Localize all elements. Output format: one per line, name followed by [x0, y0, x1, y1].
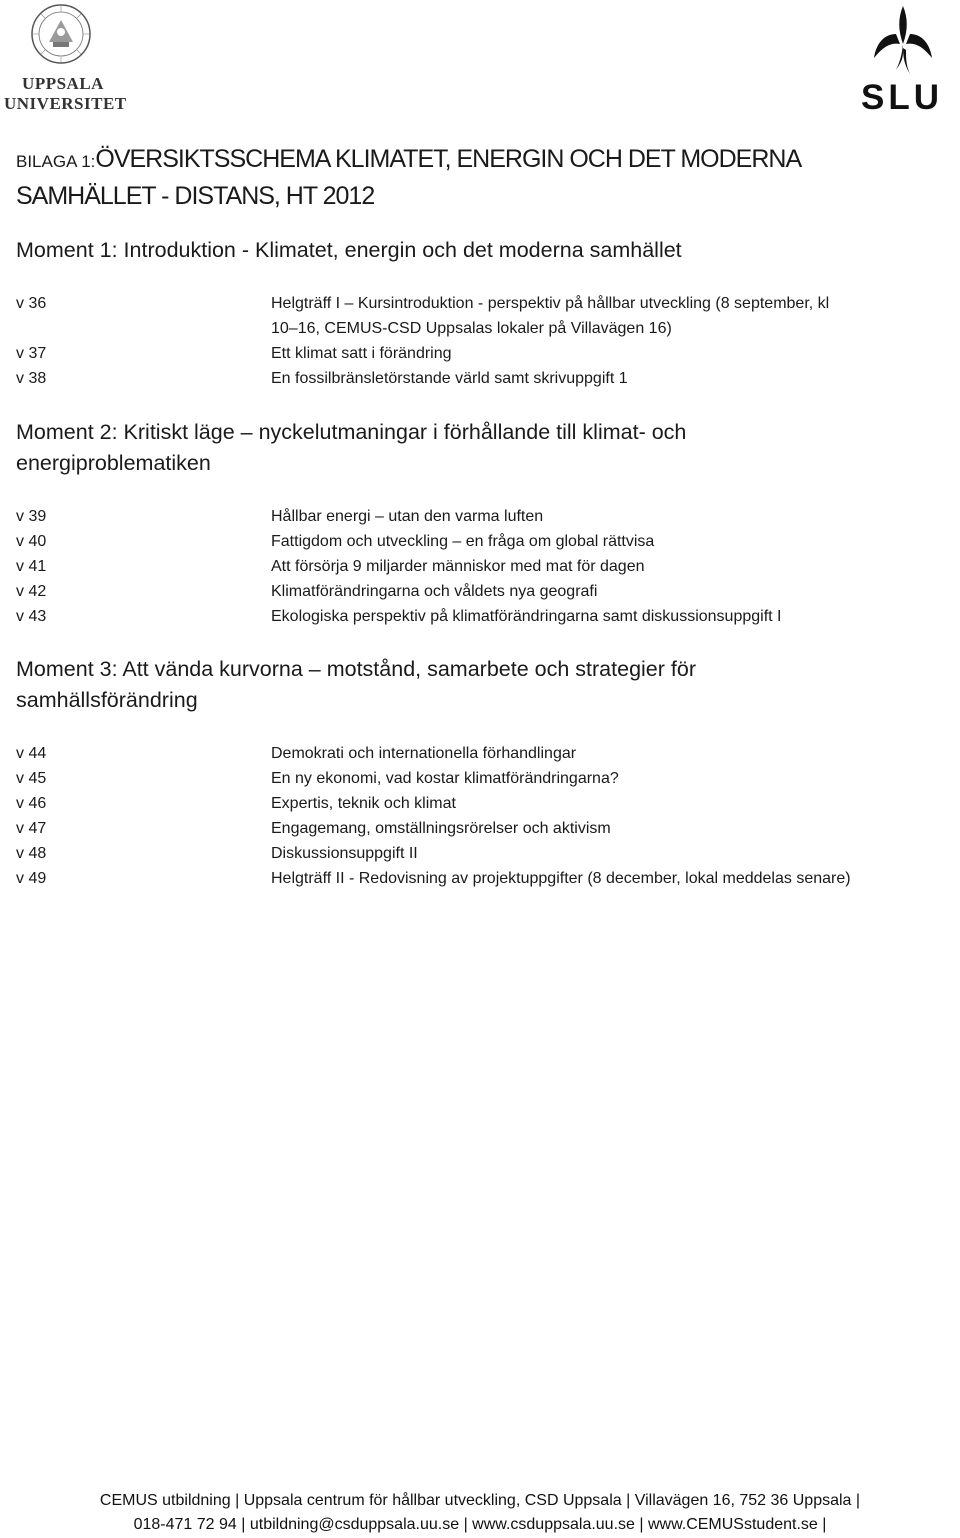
description-line: Helgträff I – Kursintroduktion - perspektiv på hållbar utveckling (8 september, kl — [271, 295, 830, 312]
heading-line: energiproblematiken — [16, 451, 211, 475]
page-title — [16, 142, 936, 213]
row-description: Att försörja 9 miljarder människor med mat för dagen — [271, 558, 645, 575]
slu-plant-icon — [872, 4, 934, 80]
week-label: v 40 — [16, 533, 47, 550]
week-label: v 38 — [16, 370, 47, 387]
uppsala-universitet-logo — [4, 4, 127, 116]
row-description: Ekologiska perspektiv på klimatförändringarna samt diskussionsuppgift I — [271, 608, 782, 625]
heading-line: Moment 2: Kritiskt läge – nyckelutmaningar i förhållande till klimat- och — [16, 420, 687, 444]
week-label: v 48 — [16, 845, 47, 862]
title-line-2: SAMHÄLLET - DISTANS, HT 2012 — [16, 182, 375, 210]
week-label: v 49 — [16, 870, 47, 887]
row-description: Klimatförändringarna och våldets nya geografi — [271, 583, 598, 600]
slu-logo-text: SLU — [861, 78, 943, 117]
row-description: Hållbar energi – utan den varma luften — [271, 508, 544, 525]
week-label: v 43 — [16, 608, 47, 625]
week-label: v 37 — [16, 345, 47, 362]
section-heading-moment-3 — [16, 654, 916, 716]
week-label: v 44 — [16, 745, 47, 762]
row-description: Ett klimat satt i förändring — [271, 345, 452, 362]
week-label: v 45 — [16, 770, 47, 787]
row-description — [271, 291, 946, 341]
slu-logo — [850, 4, 954, 116]
row-description: En ny ekonomi, vad kostar klimatförändringarna? — [271, 770, 619, 787]
heading-line: samhällsförändring — [16, 688, 198, 712]
row-description: Fattigdom och utveckling – en fråga om global rättvisa — [271, 533, 655, 550]
row-description: Helgträff II - Redovisning av projektuppgifter (8 december, lokal meddelas senare) — [271, 870, 851, 887]
week-label: v 47 — [16, 820, 47, 837]
section-heading-moment-1 — [16, 235, 916, 266]
row-description: En fossilbränsletörstande värld samt skrivuppgift 1 — [271, 370, 628, 387]
week-label: v 39 — [16, 508, 47, 525]
row-description: Engagemang, omställningsrörelser och aktivism — [271, 820, 611, 837]
logo-line-universitet: UNIVERSITET — [4, 94, 127, 113]
row-description: Diskussionsuppgift II — [271, 845, 418, 862]
footer-line-2: 018-471 72 94 | utbildning@csduppsala.uu.se | www.csduppsala.uu.se | www.CEMUSstudent.se | — [133, 1516, 827, 1533]
week-label: v 36 — [16, 295, 47, 312]
university-seal-icon — [31, 4, 91, 64]
title-line-1: ÖVERSIKTSSCHEMA KLIMATET, ENERGIN OCH DET MODERNA — [95, 145, 802, 173]
description-line: 10–16, CEMUS-CSD Uppsalas lokaler på Villavägen 16) — [271, 320, 672, 337]
heading-line: Moment 3: Att vända kurvorna – motstånd, samarbete och strategier för — [16, 657, 696, 681]
week-label: v 41 — [16, 558, 47, 575]
week-label: v 46 — [16, 795, 47, 812]
row-description: Expertis, teknik och klimat — [271, 795, 456, 812]
section-heading-moment-2 — [16, 417, 916, 479]
heading-line: Moment 1: Introduktion - Klimatet, energin och det moderna samhället — [16, 238, 682, 262]
title-prefix: BILAGA 1: — [16, 152, 96, 171]
logo-line-uppsala: UPPSALA — [22, 74, 104, 93]
week-label: v 42 — [16, 583, 47, 600]
footer-line-1: CEMUS utbildning | Uppsala centrum för hållbar utveckling, CSD Uppsala | Villavägen 16, 752 36 Uppsala | — [99, 1492, 861, 1509]
row-description: Demokrati och internationella förhandlingar — [271, 745, 577, 762]
